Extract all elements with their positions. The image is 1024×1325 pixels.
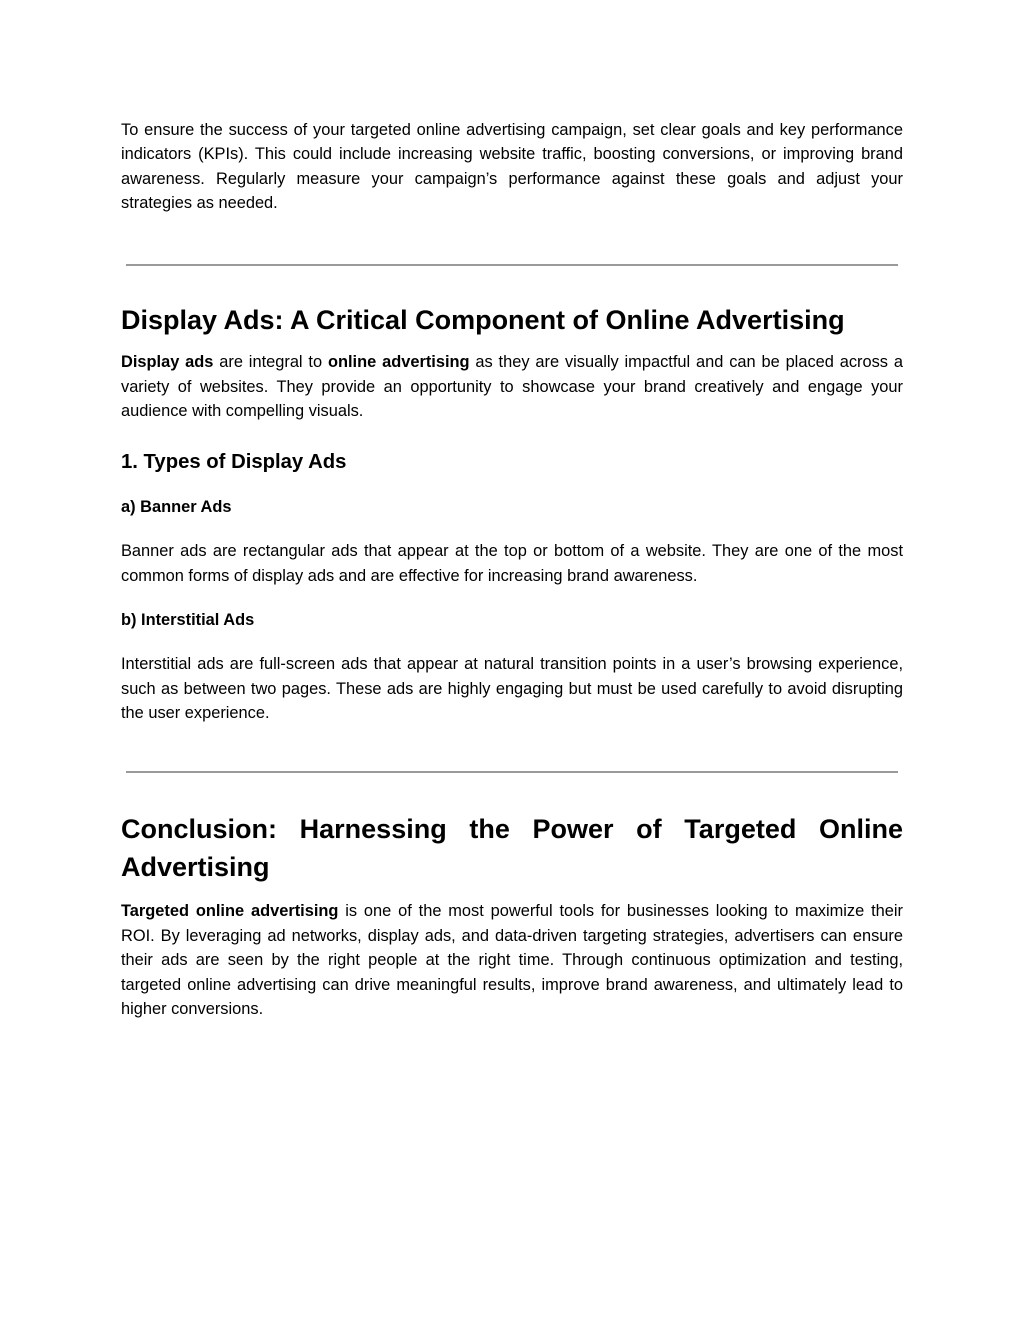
conclusion-bold-term: Targeted online advertising	[121, 902, 339, 921]
interstitial-ads-heading: b) Interstitial Ads	[121, 611, 255, 630]
conclusion-heading: Conclusion: Harnessing the Power of Targeted Online Advertising	[121, 814, 903, 882]
conclusion-text: is one of the most powerful tools for businesses looking to maximize their ROI. By leveraging ad networks, display ads, and data-driven targeting strategies, advertisers can ensure their ads are seen by the right people at the right time. Through continuous optimization and testing, targeted online advertising can drive meaningful results, improve brand awareness, and ultimately lead to higher conversions.	[121, 902, 903, 1018]
display-ads-heading: Display Ads: A Critical Component of Online Advertising	[121, 304, 845, 335]
banner-ads-heading: a) Banner Ads	[121, 498, 232, 517]
document-page	[121, 118, 903, 1021]
display-ads-intro-text-2: as they are visually impactful and can be placed across a variety of websites. They provide an opportunity to showcase your brand creatively and engage your audience with compelling visuals.	[121, 353, 903, 420]
banner-ads-paragraph: Banner ads are rectangular ads that appear at the top or bottom of a website. They are one of the most common forms of display ads and are effective for increasing brand awareness.	[121, 542, 903, 585]
conclusion-paragraph	[121, 899, 903, 1021]
display-ads-bold-term: Display ads	[121, 353, 214, 372]
intro-paragraph: To ensure the success of your targeted online advertising campaign, set clear goals and key performance indicators (KPIs). This could include increasing website traffic, boosting conversions, or improving brand awareness. Regularly measure your campaign’s performance against these goals and adjust your strategies as needed.	[121, 121, 903, 213]
display-ads-intro-text-1: are integral to	[213, 353, 328, 372]
display-ads-intro-paragraph	[121, 350, 903, 423]
section-divider	[126, 771, 898, 773]
online-advertising-bold-term: online advertising	[327, 353, 470, 372]
interstitial-ads-paragraph: Interstitial ads are full-screen ads that appear at natural transition points in a user’s browsing experience, such as between two pages. These ads are highly engaging but must be used carefully to avoid disrupting the user experience.	[121, 655, 903, 722]
types-heading: 1. Types of Display Ads	[121, 451, 347, 474]
section-divider	[126, 264, 898, 266]
